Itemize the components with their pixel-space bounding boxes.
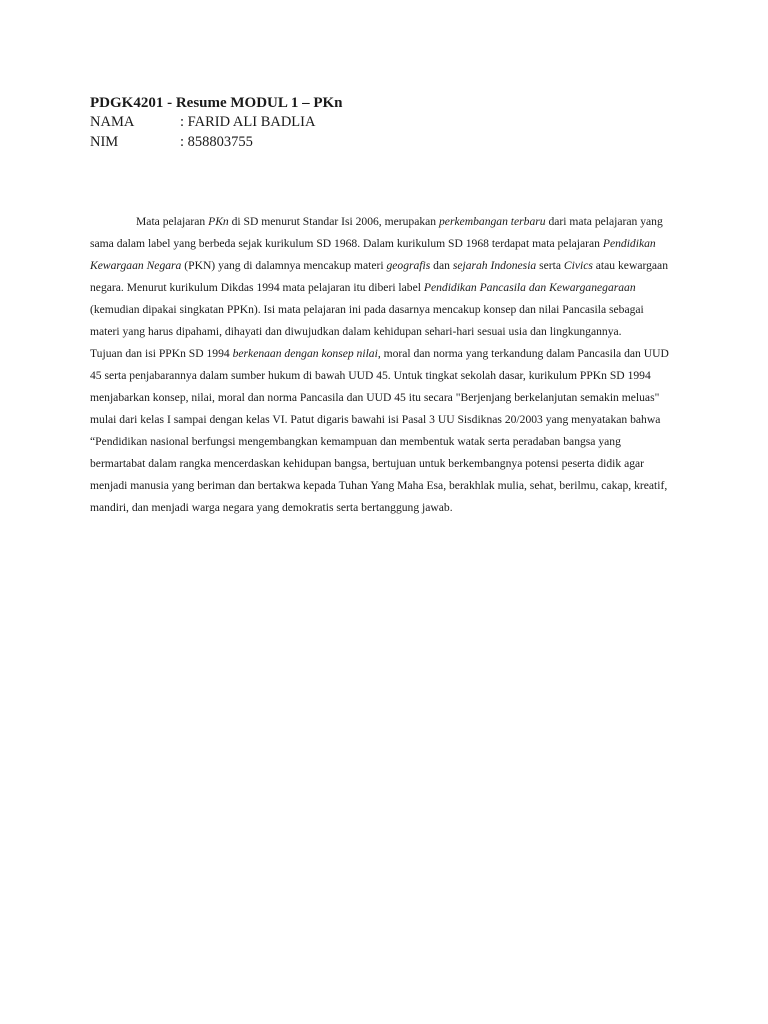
name-label: NAMA (90, 114, 135, 130)
p1-text: dari mata pelajaran yang sama dalam label yang berbeda sejak kurikulum SD 1968. Dalam kurikulum SD 1968 terdapat mata pelajaran (90, 215, 663, 250)
p1-emphasis: PKn (208, 215, 229, 228)
paragraph-pkn-history (90, 211, 676, 343)
nim-value: : 858803755 (180, 134, 253, 150)
p1-text: dan (430, 259, 453, 272)
p1-emphasis: perkembangan terbaru (439, 215, 546, 228)
p1-emphasis: sejarah Indonesia (452, 259, 537, 272)
name-row (90, 113, 315, 131)
p1-text: di SD menurut Standar Isi 2006, merupakan (228, 215, 439, 228)
document-title: PDGK4201 - Resume MODUL 1 – PKn (90, 95, 343, 111)
paragraph-ppkn-goals (90, 343, 676, 519)
p1-emphasis: geografis (386, 259, 431, 272)
nim-row (90, 133, 253, 151)
p2-text: , moral dan norma yang terkandung dalam Pancasila dan UUD 45 serta penjabarannya dalam sumber hukum di bawah UUD 45. Untuk tingkat sekolah dasar, kurikulum PPKn SD 1994 menjabarkan konsep, nilai, moral dan norma Pancasila dan UUD 45 itu secara "Berjenjang berkelanjutan semakin meluas" mulai dari kelas I sampai dengan kelas VI. Patut digaris bawahi isi Pasal 3 UU Sisdiknas 20/2003 yang menyatakan bahwa “Pendidikan nasional berfungsi mengembangkan kemampuan dan membentuk watak serta peradaban bangsa yang bermartabat dalam rangka mencerdaskan kehidupan bangsa, bertujuan untuk berkembangnya potensi peserta didik agar menjadi manusia yang beriman dan bertakwa kepada Tuhan Yang Maha Esa, berakhlak mulia, sehat, berilmu, cakap, kreatif, mandiri, dan menjadi warga negara yang demokratis serta bertanggung jawab. (90, 347, 669, 514)
name-value: : FARID ALI BADLIA (180, 114, 316, 130)
resume-body (90, 211, 676, 519)
p2-text: Tujuan dan isi PPKn SD 1994 (90, 347, 233, 360)
p1-emphasis: Civics (563, 259, 593, 272)
p1-emphasis: Pendidikan Kewargaan Negara (90, 237, 656, 272)
nim-label: NIM (90, 134, 119, 150)
p1-text: serta (536, 259, 564, 272)
p1-text: atau kewargaan negara. Menurut kurikulum Dikdas 1994 mata pelajaran itu diberi label (90, 259, 668, 294)
p1-text: Mata pelajaran (136, 215, 209, 228)
p2-emphasis: berkenaan dengan konsep nilai (232, 347, 378, 360)
p1-emphasis: Pendidikan Pancasila dan Kewarganegaraan (423, 281, 636, 294)
p1-text: (PKN) yang di dalamnya mencakup materi (181, 259, 387, 272)
p1-text: (kemudian dipakai singkatan PPKn). Isi mata pelajaran ini pada dasarnya mencakup konsep dan nilai Pancasila sebagai materi yang harus dipahami, dihayati dan diwujudkan dalam kehidupan sehari-hari sesuai usia dan lingkungannya. (90, 303, 644, 338)
